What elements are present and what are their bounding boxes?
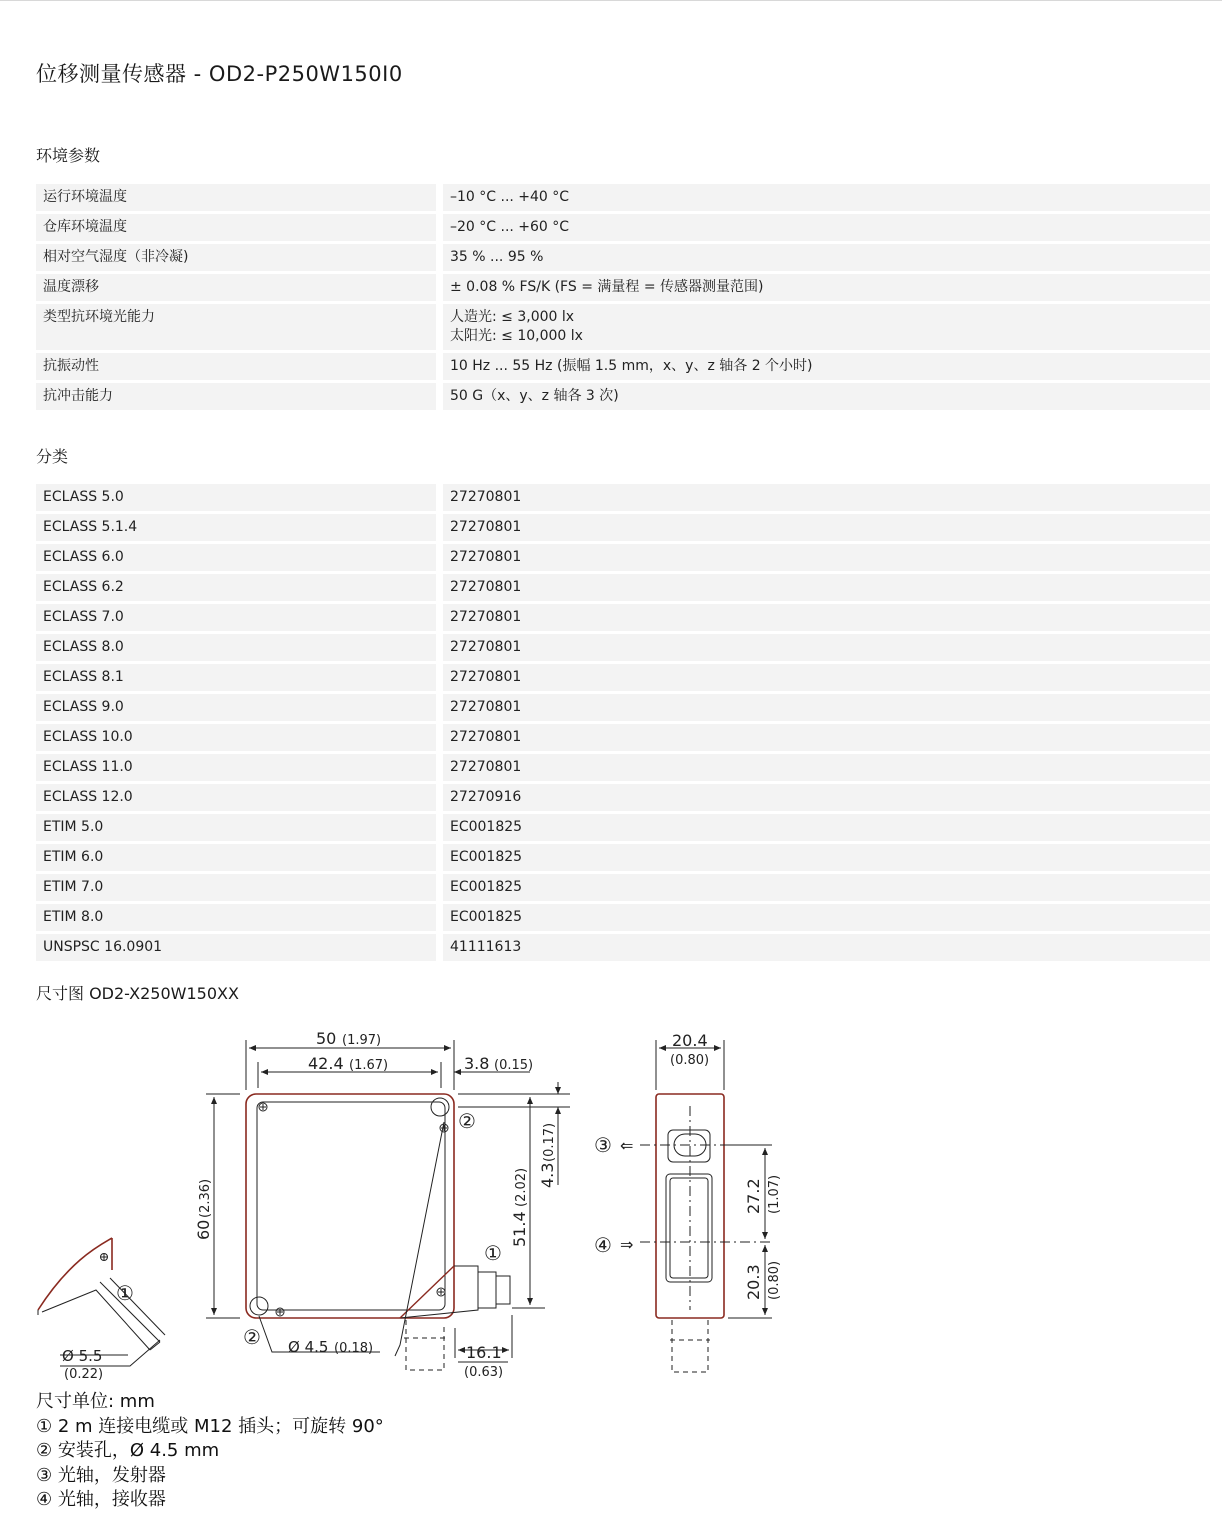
dim-20-4-inch: (0.80)	[670, 1053, 710, 1068]
dim-42-4: 42.4	[308, 1054, 344, 1073]
top-divider	[0, 0, 1222, 1]
row-value: 27270801	[440, 753, 1211, 783]
row-key: ETIM 7.0	[36, 873, 440, 903]
row-key: ECLASS 6.0	[36, 543, 440, 573]
table-row	[36, 352, 1210, 382]
classification-table	[36, 484, 1210, 964]
row-key: 抗冲击能力	[36, 382, 440, 412]
row-value: EC001825	[440, 873, 1211, 903]
table-row	[36, 663, 1210, 693]
note-2: ② 安装孔，Ø 4.5 mm	[36, 1440, 220, 1461]
row-key: 运行环境温度	[36, 184, 440, 213]
row-value: 41111613	[440, 933, 1211, 963]
dim-50: 50	[316, 1029, 337, 1048]
table-row	[36, 513, 1210, 543]
row-value: EC001825	[440, 813, 1211, 843]
dimension-drawing-svg	[0, 1010, 800, 1390]
dim-diam-5-5-inch: (0.22)	[64, 1367, 104, 1382]
note-1: ① 2 m 连接电缆或 M12 插头；可旋转 90°	[36, 1415, 384, 1437]
dim-4-3-inch: (0.17)	[542, 1122, 557, 1162]
table-row	[36, 783, 1210, 813]
table-row	[36, 723, 1210, 753]
dim-3-8: 3.8	[464, 1054, 490, 1073]
row-key: 类型抗环境光能力	[36, 303, 440, 352]
table-row	[36, 243, 1210, 273]
row-value: –20 °C ... +60 °C	[440, 213, 1211, 243]
row-value: 27270801	[440, 543, 1211, 573]
row-value: 27270801	[440, 723, 1211, 753]
row-value: 27270801	[440, 484, 1211, 513]
row-value: 27270916	[440, 783, 1211, 813]
dim-51-4: 51.4	[510, 1211, 529, 1247]
table-row	[36, 753, 1210, 783]
row-value: 27270801	[440, 693, 1211, 723]
callout-1-connector: ①	[484, 1241, 502, 1265]
classification-heading: 分类	[36, 447, 69, 466]
table-row	[36, 303, 1210, 352]
row-value: 27270801	[440, 633, 1211, 663]
row-key: ECLASS 8.1	[36, 663, 440, 693]
row-key: ETIM 5.0	[36, 813, 440, 843]
table-row	[36, 603, 1210, 633]
row-value	[440, 303, 1211, 352]
row-key: ECLASS 10.0	[36, 723, 440, 753]
dim-3-8-inch: (0.15)	[494, 1058, 534, 1073]
table-row	[36, 213, 1210, 243]
dim-20-3-inch: (0.80)	[767, 1260, 782, 1300]
row-value: ± 0.08 % FS/K (FS = 满量程 = 传感器测量范围)	[440, 273, 1211, 303]
dim-60: 60	[194, 1219, 213, 1240]
housing-front	[246, 1094, 510, 1370]
callout-4: ④	[594, 1233, 612, 1257]
row-value: –10 °C ... +40 °C	[440, 184, 1211, 213]
table-row	[36, 903, 1210, 933]
dim-16-1-inch: (0.63)	[464, 1365, 504, 1380]
arrow-receiver-icon: ⇒	[620, 1235, 634, 1254]
table-row	[36, 933, 1210, 963]
dim-4-3: 4.3	[538, 1162, 557, 1188]
row-value: 27270801	[440, 663, 1211, 693]
table-row	[36, 813, 1210, 843]
table-row	[36, 184, 1210, 213]
row-value-line: 太阳光: ≤ 10,000 lx	[450, 328, 583, 344]
row-key: ECLASS 6.2	[36, 573, 440, 603]
row-key: 抗振动性	[36, 352, 440, 382]
row-key: ECLASS 8.0	[36, 633, 440, 663]
row-key: ETIM 8.0	[36, 903, 440, 933]
row-value: 27270801	[440, 573, 1211, 603]
dim-51-4-inch: (2.02)	[514, 1167, 529, 1207]
note-4: ④ 光轴，接收器	[36, 1489, 166, 1510]
row-key: ECLASS 9.0	[36, 693, 440, 723]
row-value: 27270801	[440, 603, 1211, 633]
dim-diam-4-5-inch: (0.18)	[334, 1341, 374, 1356]
row-value: 10 Hz ... 55 Hz (振幅 1.5 mm，x、y、z 轴各 2 个小时)	[440, 352, 1211, 382]
arrow-emitter-icon: ⇐	[620, 1136, 634, 1155]
environment-table	[36, 184, 1210, 413]
dim-27-2-inch: (1.07)	[767, 1174, 782, 1214]
table-row	[36, 843, 1210, 873]
dim-diam-4-5: Ø 4.5	[288, 1338, 329, 1356]
row-key: ECLASS 7.0	[36, 603, 440, 633]
row-key: 相对空气湿度（非冷凝)	[36, 243, 440, 273]
note-unit: 尺寸单位: mm	[36, 1391, 155, 1412]
table-row	[36, 573, 1210, 603]
dim-50-inch: (1.97)	[342, 1033, 382, 1048]
table-row	[36, 633, 1210, 663]
row-key: ECLASS 5.1.4	[36, 513, 440, 543]
row-value: 27270801	[440, 513, 1211, 543]
dim-27-2: 27.2	[744, 1178, 763, 1214]
row-value: 50 G（x、y、z 轴各 3 次)	[440, 382, 1211, 412]
drawing-heading: 尺寸图 OD2-X250W150XX	[36, 984, 239, 1003]
row-key: 温度漂移	[36, 273, 440, 303]
dim-16-1: 16.1	[466, 1343, 502, 1362]
dim-20-3: 20.3	[744, 1264, 763, 1300]
callout-2-top: ②	[458, 1109, 476, 1133]
callout-3: ③	[594, 1133, 612, 1157]
front-dimensions	[60, 1040, 570, 1362]
environment-heading: 环境参数	[36, 146, 101, 165]
row-key: ECLASS 12.0	[36, 783, 440, 813]
row-key: UNSPSC 16.0901	[36, 933, 440, 963]
dim-42-4-inch: (1.67)	[349, 1058, 389, 1073]
row-key: ECLASS 5.0	[36, 484, 440, 513]
page-title: 位移测量传感器 - OD2-P250W150I0	[36, 62, 403, 86]
dim-diam-5-5: Ø 5.5	[62, 1347, 103, 1365]
table-row	[36, 693, 1210, 723]
row-value: EC001825	[440, 843, 1211, 873]
row-key: 仓库环境温度	[36, 213, 440, 243]
row-key: ECLASS 11.0	[36, 753, 440, 783]
table-row	[36, 382, 1210, 412]
table-row	[36, 484, 1210, 513]
dimension-drawing	[0, 1010, 800, 1390]
table-row	[36, 273, 1210, 303]
row-value: 35 % ... 95 %	[440, 243, 1211, 273]
row-value-line: 人造光: ≤ 3,000 lx	[450, 309, 575, 325]
table-row	[36, 543, 1210, 573]
table-row	[36, 873, 1210, 903]
dim-60-inch: (2.36)	[198, 1178, 213, 1218]
note-3: ③ 光轴，发射器	[36, 1464, 166, 1486]
row-key: ETIM 6.0	[36, 843, 440, 873]
callout-2-bottom: ②	[243, 1325, 261, 1349]
dim-20-4: 20.4	[672, 1031, 708, 1050]
callout-1-cable: ①	[116, 1281, 134, 1305]
row-value: EC001825	[440, 903, 1211, 933]
drawing-notes	[36, 1390, 384, 1513]
